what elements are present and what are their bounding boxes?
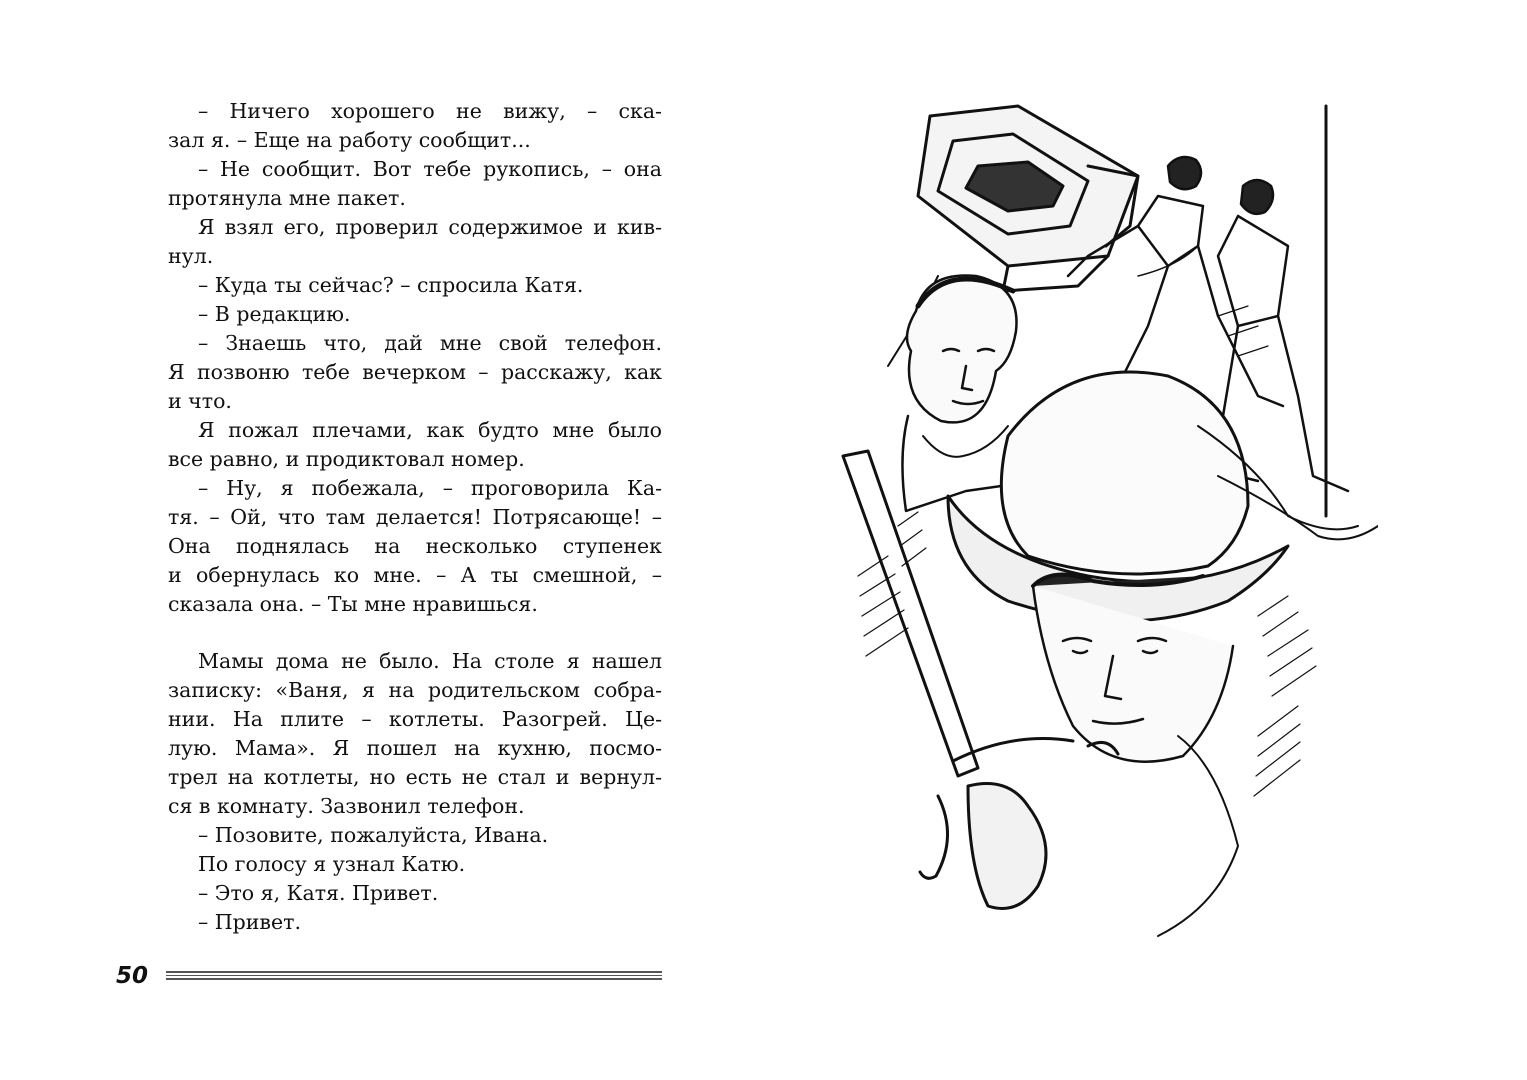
text-line: все равно, и продиктовал номер. bbox=[168, 447, 525, 471]
text-line: – Ничего хорошего не вижу, – ска- bbox=[198, 99, 662, 123]
text-line: тя. – Ой, что там делается! Потрясающе! – bbox=[168, 505, 662, 529]
text-line: Я позвоню тебе вечерком – расскажу, как bbox=[168, 360, 662, 384]
text-line: нии. На плите – котлеты. Разогрей. Це- bbox=[168, 707, 662, 731]
text-line: – В редакцию. bbox=[198, 302, 351, 326]
text-line: зал я. – Еще на работу сообщит... bbox=[168, 128, 531, 152]
text-line: – Не сообщит. Вот тебе рукопись, – она bbox=[198, 157, 662, 181]
text-line: и обернулась ко мне. – А ты смешной, – bbox=[168, 563, 662, 587]
paragraph-gap bbox=[168, 619, 662, 647]
text-line: лую. Мама». Я пошел на кухню, посмо- bbox=[168, 736, 662, 760]
text-line: – Позовите, пожалуйста, Ивана. bbox=[198, 823, 549, 847]
text-line: Она поднялась на несколько ступенек bbox=[168, 534, 662, 558]
text-line: Я пожал плечами, как будто мне было bbox=[198, 418, 662, 442]
text-line: – Куда ты сейчас? – спросила Катя. bbox=[198, 273, 584, 297]
page-number: 50 bbox=[116, 963, 149, 989]
text-line: трел на котлеты, но есть не стал и вернул- bbox=[168, 765, 662, 789]
text-line: ся в комнату. Зазвонил телефон. bbox=[168, 794, 525, 818]
footer-rule bbox=[166, 971, 662, 980]
face-drawing bbox=[1033, 575, 1238, 936]
text-line: – Знаешь что, дай мне свой телефон. bbox=[198, 331, 662, 355]
text-line: Мамы дома не было. На столе я нашел bbox=[198, 649, 662, 673]
text-line: – Привет. bbox=[198, 910, 301, 934]
text-line: протянула мне пакет. bbox=[168, 186, 406, 210]
text-line: По голосу я узнал Катю. bbox=[198, 852, 466, 876]
body-text bbox=[168, 97, 662, 937]
text-line: сказала она. – Ты мне нравишься. bbox=[168, 592, 538, 616]
text-line: – Ну, я побежала, – проговорила Ка- bbox=[198, 476, 662, 500]
text-line: и что. bbox=[168, 389, 232, 413]
page-footer bbox=[116, 960, 664, 992]
text-line: записку: «Ваня, я на родительском собра- bbox=[168, 678, 662, 702]
illustration bbox=[838, 96, 1378, 956]
text-line: – Это я, Катя. Привет. bbox=[198, 881, 439, 905]
text-line: нул. bbox=[168, 244, 214, 268]
text-line: Я взял его, проверил содержимое и кив- bbox=[198, 215, 662, 239]
